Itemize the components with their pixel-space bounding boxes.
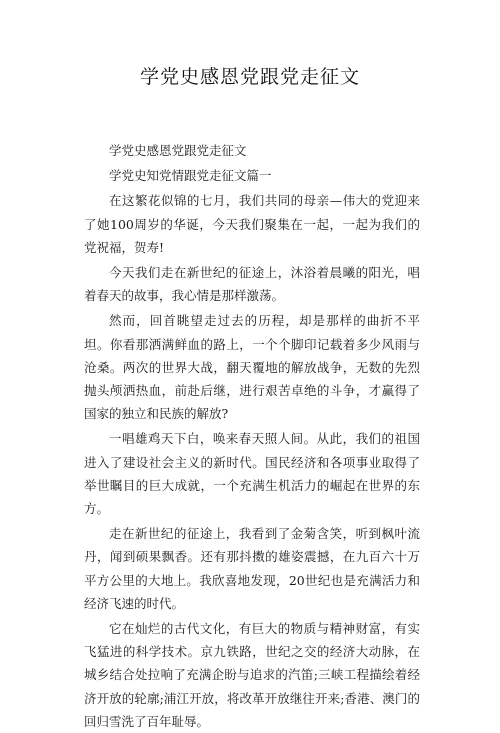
paragraph-heading: 学党史感恩党跟党走征文 [109, 143, 247, 158]
paragraph: 它在灿烂的古代文化，有巨大的物质与精神财富，有实飞猛进的科学技术。京九铁路，世纪之交的经济大动脉，在城乡结合处拉响了充满企盼与追求的汽笛;三峡工程描绘着经济开放的轮廓;浦江开放，将改革开放继往开来;香港、澳门的回归雪洗了百年耻辱。 [84, 621, 420, 729]
paragraph: 今天我们走在新世纪的征途上，沐浴着晨曦的阳光，唱着春天的故事，我心情是那样激荡。 [84, 265, 420, 304]
document-title: 学党史感恩党跟党走征文 [139, 66, 360, 88]
paragraph-subheading: 学党史知党情跟党走征文篇一 [109, 168, 272, 184]
document-body [84, 139, 420, 733]
paragraph: 在这繁花似锦的七月，我们共同的母亲—伟大的党迎来了她100周岁的华诞，今天我们聚集在一起，一起为我们的党祝福，贺寿! [84, 193, 420, 255]
paragraph: 一唱雄鸡天下白，唤来春天照人间。从此，我们的祖国进入了建设社会主义的新时代。国民经济和各项事业取得了举世瞩目的巨大成就，一个充满生机活力的崛起在世界的东方。 [84, 431, 420, 517]
paragraph: 走在新世纪的征途上，我看到了金菊含笑，听到枫叶流丹，闻到硕果飘香。还有那抖擞的雄姿震撼，在九百六十万平方公里的大地上。我欣喜地发现，20世纪也是充满活力和经济飞速的时代。 [84, 526, 420, 611]
paragraph: 然而，回首眺望走过去的历程，却是那样的曲折不平坦。你看那洒满鲜血的路上，一个个脚印记载着多少风雨与沧桑。两次的世界大战，翻天覆地的解放战争，无数的先烈抛头颅洒热血，前赴后继，进行艰苦卓绝的斗争，才赢得了国家的独立和民族的解放? [84, 313, 420, 422]
